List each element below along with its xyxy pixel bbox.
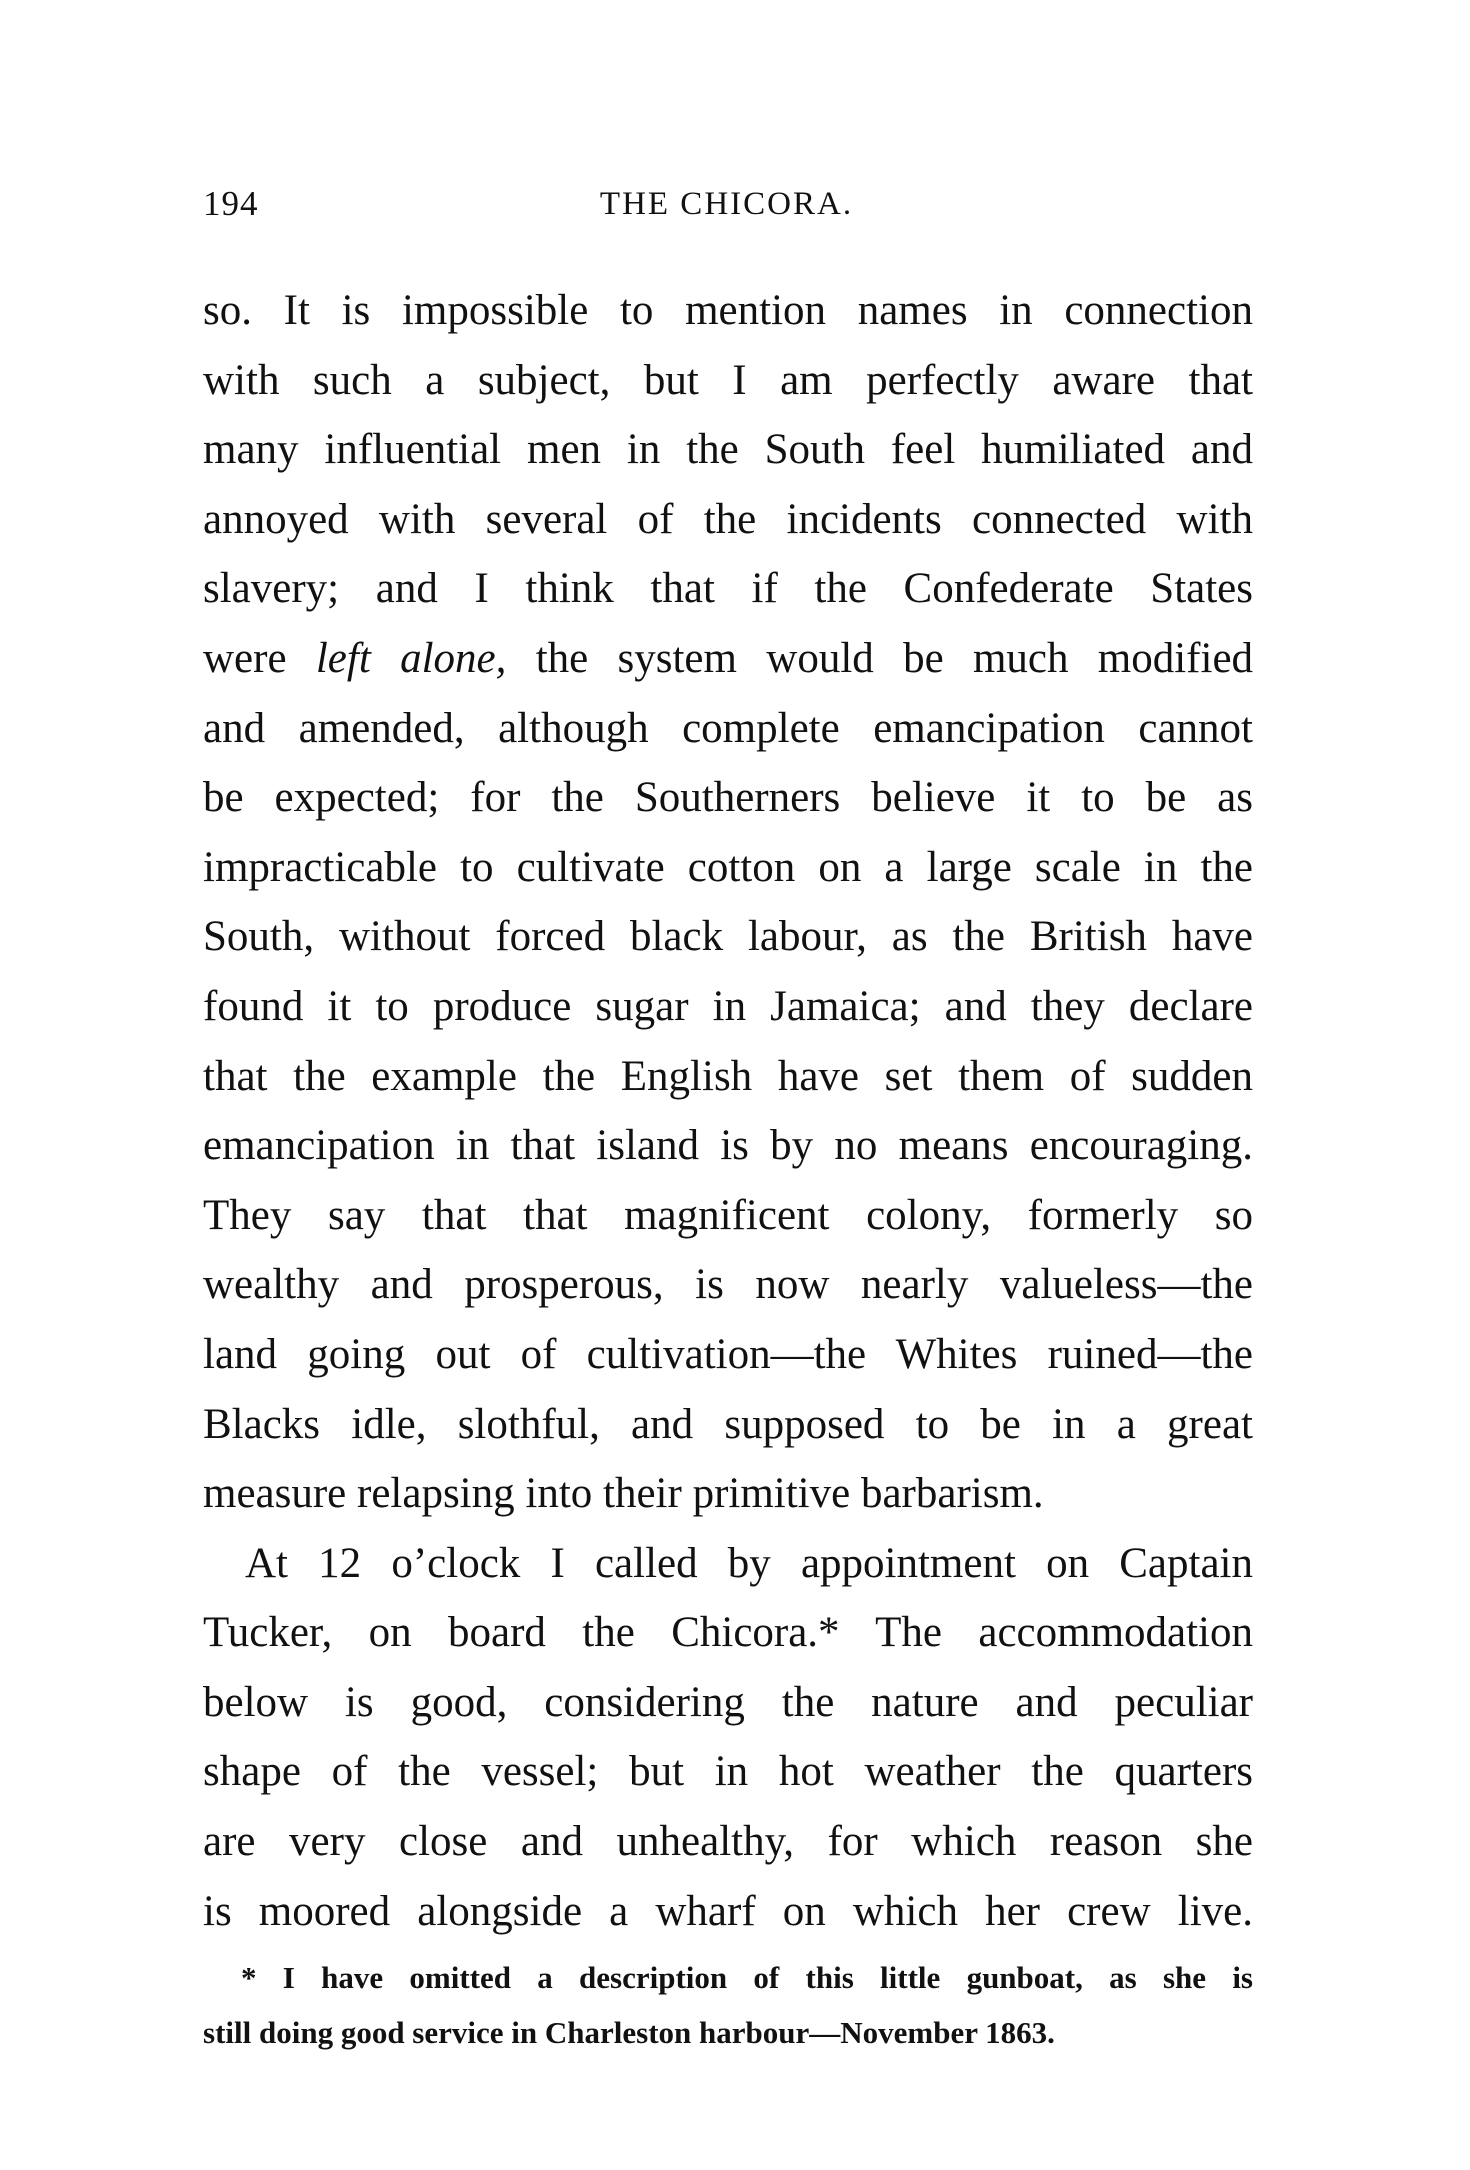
running-head <box>203 180 1250 228</box>
text-line: emancipation in that island is by no means encouraging. <box>203 1122 1253 1170</box>
text-line: measure relapsing into their primitive barbarism. <box>203 1470 1044 1518</box>
text-line: Blacks idle, slothful, and supposed to be in a great <box>203 1400 1253 1448</box>
text-line: wealthy and prosperous, is now nearly valueless—the <box>203 1261 1253 1309</box>
italic-emphasis: left alone, <box>315 634 507 682</box>
page-number: 194 <box>203 184 259 223</box>
text-segment: the system would be much modified <box>535 634 1254 682</box>
text-line: below is good, considering the nature and peculiar <box>203 1678 1253 1726</box>
text-line: Tucker, on board the Chicora.* The accommodation <box>203 1609 1253 1657</box>
text-line: many influential men in the South feel humiliated and <box>203 426 1253 474</box>
text-line: slavery; and I think that if the Confederate States <box>203 565 1253 613</box>
text-line: that the example the English have set them of sudden <box>203 1052 1253 1100</box>
text-line: land going out of cultivation—the Whites ruined—the <box>203 1330 1253 1378</box>
footnote <box>203 1950 1253 2060</box>
body-text <box>203 276 1253 1946</box>
text-line <box>203 624 1253 694</box>
footnote-line: still doing good service in Charleston harbour—November 1863. <box>203 2015 1055 2050</box>
text-line: They say that that magnificent colony, formerly so <box>203 1191 1253 1239</box>
text-line: At 12 o’clock I called by appointment on Captain <box>245 1539 1253 1587</box>
text-line: so. It is impossible to mention names in connection <box>203 287 1253 334</box>
text-line: be expected; for the Southerners believe it to be as <box>203 774 1253 822</box>
text-line: South, without forced black labour, as the British have <box>203 913 1253 961</box>
text-line: with such a subject, but I am perfectly aware that <box>203 356 1253 404</box>
text-line: are very close and unhealthy, for which reason she <box>203 1818 1253 1866</box>
text-line: shape of the vessel; but in hot weather the quarters <box>203 1748 1253 1796</box>
text-line: impracticable to cultivate cotton on a large scale in the <box>203 843 1253 891</box>
text-segment: were <box>203 634 287 682</box>
text-line: annoyed with several of the incidents connected with <box>203 495 1253 543</box>
text-line: is moored alongside a wharf on which her crew live. <box>203 1887 1253 1935</box>
footnote-line: * I have omitted a description of this little gunboat, as she is <box>241 1960 1253 1995</box>
text-line: and amended, although complete emancipation cannot <box>203 704 1253 752</box>
text-line: found it to produce sugar in Jamaica; and they declare <box>203 982 1253 1030</box>
running-title: THE CHICORA. <box>599 186 854 222</box>
